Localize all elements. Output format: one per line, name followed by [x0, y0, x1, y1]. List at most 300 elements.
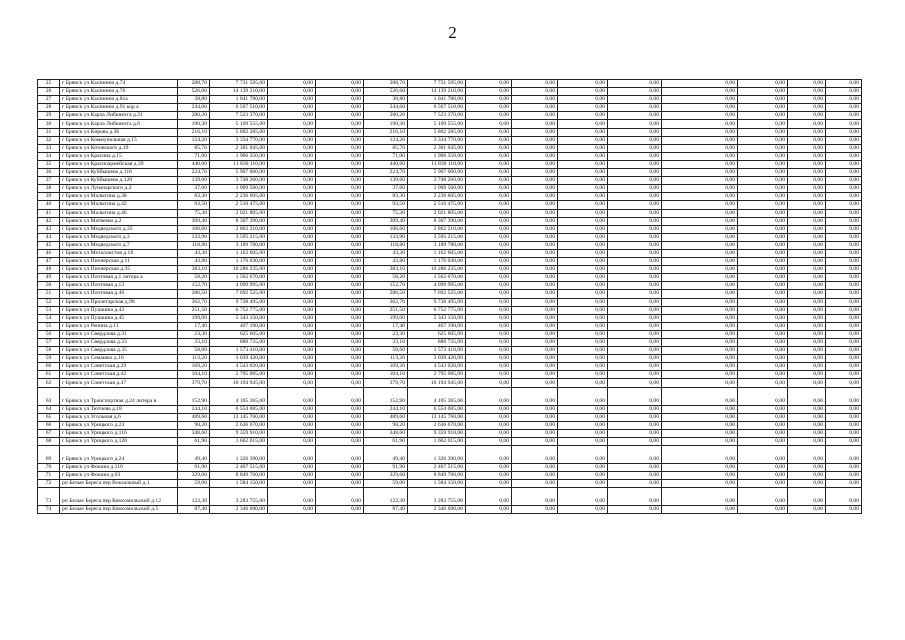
value-cell: 0,00 — [788, 241, 826, 249]
value-cell: 0,00 — [788, 421, 826, 429]
value-cell: 0,00 — [738, 88, 788, 96]
value-cell: 0,00 — [558, 209, 608, 217]
value-cell: 0,00 — [826, 274, 862, 282]
value-cell: 0,00 — [826, 355, 862, 363]
value-cell: 0,00 — [268, 169, 316, 177]
value-cell: 0,00 — [512, 446, 558, 464]
value-cell: 0,00 — [662, 379, 738, 387]
value-cell: 0,00 — [466, 274, 512, 282]
value-cell: 0,00 — [268, 120, 316, 128]
value-cell: 0,00 — [738, 437, 788, 445]
value-cell: 0,00 — [466, 298, 512, 306]
value-cell: 0,00 — [466, 112, 512, 120]
value-cell: 0,00 — [826, 88, 862, 96]
value-cell: 0,00 — [608, 330, 662, 338]
value-cell: 0,00 — [608, 266, 662, 274]
value-cell: 0,00 — [558, 464, 608, 472]
value-cell: 0,00 — [512, 169, 558, 177]
value-cell: 0,00 — [558, 136, 608, 144]
value-cell: 33,10 — [364, 339, 408, 347]
value-cell: 0,00 — [608, 282, 662, 290]
value-cell: 118,80 — [178, 241, 210, 249]
value-cell: 23,30 — [178, 330, 210, 338]
value-cell: 0,00 — [268, 201, 316, 209]
value-cell: 526,60 — [178, 88, 210, 96]
value-cell: 0,00 — [512, 249, 558, 257]
value-cell: 440,60 — [364, 160, 408, 168]
value-cell: 0,00 — [608, 128, 662, 136]
address-cell: г Брянск ул Карла Либкнехта д.6 — [60, 120, 178, 128]
value-cell: 0,00 — [788, 144, 826, 152]
value-cell: 0,00 — [466, 88, 512, 96]
value-cell: 0,00 — [826, 363, 862, 371]
value-cell: 3 595 215,00 — [408, 233, 466, 241]
value-cell: 0,00 — [512, 88, 558, 96]
value-cell: 1 009 560,00 — [408, 185, 466, 193]
value-cell: 0,00 — [788, 282, 826, 290]
value-cell: 0,00 — [826, 437, 862, 445]
row-number-cell: 35 — [38, 160, 60, 168]
value-cell: 348,60 — [364, 429, 408, 437]
value-cell: 0,00 — [466, 429, 512, 437]
value-cell: 0,00 — [662, 421, 738, 429]
table-row — [38, 152, 862, 160]
table-row — [38, 249, 862, 257]
table-row — [38, 298, 862, 306]
value-cell: 0,00 — [826, 314, 862, 322]
address-cell: г Брянск ул Транспортная д.24 литера в — [60, 387, 178, 405]
value-cell: 0,00 — [268, 421, 316, 429]
value-cell: 0,00 — [316, 193, 364, 201]
value-cell: 0,00 — [608, 371, 662, 379]
value-cell: 0,00 — [826, 488, 862, 506]
value-cell: 526,60 — [364, 88, 408, 96]
value-cell: 489,60 — [364, 413, 408, 421]
value-cell: 3 334 770,00 — [408, 136, 466, 144]
value-cell: 169,20 — [178, 363, 210, 371]
value-cell: 0,00 — [662, 387, 738, 405]
value-cell: 0,00 — [558, 437, 608, 445]
value-cell: 2 021 805,00 — [408, 209, 466, 217]
row-number-cell: 69 — [38, 446, 60, 464]
value-cell: 0,00 — [788, 347, 826, 355]
value-cell: 2 346 690,00 — [408, 506, 466, 514]
row-number-cell: 26 — [38, 88, 60, 96]
value-cell: 93,50 — [364, 201, 408, 209]
table-row — [38, 306, 862, 314]
value-cell: 0,00 — [558, 88, 608, 96]
value-cell: 0,00 — [466, 322, 512, 330]
address-cell: г Брянск ул Красноармейская д.39 — [60, 160, 178, 168]
value-cell: 0,00 — [512, 217, 558, 225]
value-cell: 0,00 — [558, 80, 608, 88]
row-number-cell: 70 — [38, 464, 60, 472]
value-cell: 0,00 — [662, 258, 738, 266]
value-cell: 0,00 — [608, 120, 662, 128]
value-cell: 0,00 — [558, 193, 608, 201]
value-cell: 0,00 — [662, 290, 738, 298]
value-cell: 0,00 — [558, 249, 608, 257]
value-cell: 0,00 — [788, 488, 826, 506]
row-number-cell: 54 — [38, 314, 60, 322]
value-cell: 0,00 — [316, 160, 364, 168]
value-cell: 13 145 760,00 — [210, 413, 268, 421]
value-cell: 0,00 — [608, 429, 662, 437]
value-cell: 0,00 — [788, 80, 826, 88]
value-cell: 14 139 210,00 — [408, 88, 466, 96]
value-cell: 0,00 — [466, 136, 512, 144]
value-cell: 58,20 — [364, 274, 408, 282]
value-cell: 152,70 — [178, 282, 210, 290]
value-cell: 0,00 — [608, 355, 662, 363]
value-cell: 2 510 475,00 — [408, 201, 466, 209]
value-cell: 0,00 — [512, 80, 558, 88]
value-cell: 43,30 — [178, 249, 210, 257]
value-cell: 0,00 — [826, 160, 862, 168]
value-cell: 329,60 — [364, 472, 408, 480]
value-cell: 1 041 780,00 — [210, 96, 268, 104]
value-cell: 440,60 — [178, 160, 210, 168]
value-cell: 61,90 — [178, 437, 210, 445]
value-cell: 0,00 — [512, 120, 558, 128]
value-cell: 0,00 — [512, 437, 558, 445]
value-cell: 2 795 085,00 — [408, 371, 466, 379]
value-cell: 0,00 — [738, 225, 788, 233]
value-cell: 0,00 — [738, 152, 788, 160]
value-cell: 489,60 — [178, 413, 210, 421]
value-cell: 0,00 — [512, 136, 558, 144]
value-cell: 0,00 — [608, 169, 662, 177]
value-cell: 0,00 — [466, 120, 512, 128]
value-cell: 0,00 — [558, 185, 608, 193]
value-cell: 8 849 760,00 — [408, 472, 466, 480]
value-cell: 0,00 — [558, 169, 608, 177]
value-cell: 0,00 — [558, 446, 608, 464]
row-number-cell: 30 — [38, 120, 60, 128]
table-row — [38, 339, 862, 347]
value-cell: 0,00 — [466, 233, 512, 241]
row-number-cell: 37 — [38, 177, 60, 185]
value-cell: 0,00 — [466, 363, 512, 371]
value-cell: 0,00 — [788, 322, 826, 330]
value-cell: 0,00 — [558, 274, 608, 282]
value-cell: 0,00 — [316, 80, 364, 88]
value-cell: 1 162 605,00 — [408, 249, 466, 257]
value-cell: 2 636 670,00 — [210, 421, 268, 429]
value-cell: 0,00 — [662, 363, 738, 371]
value-cell: 0,00 — [738, 330, 788, 338]
value-cell: 0,00 — [512, 193, 558, 201]
value-cell: 0,00 — [268, 144, 316, 152]
value-cell: 0,00 — [788, 339, 826, 347]
value-cell: 37,60 — [364, 185, 408, 193]
table-row — [38, 201, 862, 209]
value-cell: 14 139 210,00 — [210, 88, 268, 96]
value-cell: 0,00 — [608, 488, 662, 506]
value-cell: 0,00 — [738, 233, 788, 241]
value-cell: 0,00 — [788, 201, 826, 209]
value-cell: 888 735,00 — [210, 339, 268, 347]
value-cell: 0,00 — [512, 104, 558, 112]
value-cell: 0,00 — [466, 421, 512, 429]
value-cell: 0,00 — [316, 136, 364, 144]
value-cell: 0,00 — [662, 306, 738, 314]
row-number-cell: 60 — [38, 363, 60, 371]
value-cell: 0,00 — [826, 405, 862, 413]
table-row — [38, 144, 862, 152]
value-cell: 9 738 495,00 — [210, 298, 268, 306]
table-row — [38, 169, 862, 177]
value-cell: 0,00 — [738, 339, 788, 347]
value-cell: 348,60 — [178, 429, 210, 437]
value-cell: 0,00 — [316, 241, 364, 249]
value-cell: 124,20 — [178, 136, 210, 144]
value-cell: 0,00 — [512, 258, 558, 266]
row-number-cell: 67 — [38, 429, 60, 437]
value-cell: 6 752 775,00 — [210, 306, 268, 314]
value-cell: 0,00 — [316, 249, 364, 257]
value-cell: 1 573 410,00 — [210, 347, 268, 355]
value-cell: 0,00 — [316, 347, 364, 355]
address-cell: г Брянск ул Котовского д.19 — [60, 144, 178, 152]
address-cell: г Брянск ул Фокина д.110 — [60, 464, 178, 472]
value-cell: 0,00 — [662, 120, 738, 128]
value-cell: 0,00 — [788, 480, 826, 488]
table-row — [38, 233, 862, 241]
value-cell: 379,70 — [178, 379, 210, 387]
value-cell: 75,30 — [364, 209, 408, 217]
value-cell: 7 523 370,00 — [408, 112, 466, 120]
value-cell: 0,00 — [788, 274, 826, 282]
value-cell: 17,40 — [178, 322, 210, 330]
row-number-cell: 66 — [38, 421, 60, 429]
value-cell: 43,80 — [178, 258, 210, 266]
value-cell: 0,00 — [558, 258, 608, 266]
value-cell: 0,00 — [316, 387, 364, 405]
table-row — [38, 446, 862, 464]
value-cell: 0,00 — [826, 379, 862, 387]
value-cell: 0,00 — [788, 298, 826, 306]
address-cell: г Брянск ул Куйбышева д.116 — [60, 169, 178, 177]
value-cell: 1 562 670,00 — [210, 274, 268, 282]
value-cell: 0,00 — [512, 233, 558, 241]
value-cell: 7 731 595,00 — [210, 80, 268, 88]
value-cell: 0,00 — [738, 209, 788, 217]
value-cell: 280,20 — [178, 112, 210, 120]
value-cell: 280,20 — [364, 112, 408, 120]
value-cell: 625 605,00 — [408, 330, 466, 338]
value-cell: 0,00 — [316, 446, 364, 464]
address-cell: г Брянск ул Калинина д.91 кор а — [60, 104, 178, 112]
value-cell: 0,00 — [512, 306, 558, 314]
value-cell: 0,00 — [558, 421, 608, 429]
value-cell: 0,00 — [316, 314, 364, 322]
value-cell: 0,00 — [608, 472, 662, 480]
value-cell: 43,80 — [364, 258, 408, 266]
value-cell: 0,00 — [466, 480, 512, 488]
value-cell: 0,00 — [662, 193, 738, 201]
value-cell: 0,00 — [466, 464, 512, 472]
value-cell: 5 907 000,00 — [408, 169, 466, 177]
value-cell: 0,00 — [558, 266, 608, 274]
value-cell: 0,00 — [466, 347, 512, 355]
value-cell: 0,00 — [662, 185, 738, 193]
value-cell: 0,00 — [316, 339, 364, 347]
value-cell: 5 802 285,00 — [210, 128, 268, 136]
table-row — [38, 330, 862, 338]
table-row — [38, 96, 862, 104]
value-cell: 83,30 — [178, 193, 210, 201]
table-row — [38, 120, 862, 128]
value-cell: 1 041 780,00 — [408, 96, 466, 104]
address-cell: г Брянск ул Семашко д.16 — [60, 355, 178, 363]
value-cell: 3 189 780,00 — [210, 241, 268, 249]
value-cell: 0,00 — [788, 160, 826, 168]
value-cell: 0,00 — [512, 314, 558, 322]
value-cell: 0,00 — [608, 405, 662, 413]
value-cell: 0,00 — [826, 298, 862, 306]
value-cell: 5 109 555,00 — [210, 120, 268, 128]
value-cell: 0,00 — [512, 387, 558, 405]
table-row — [38, 209, 862, 217]
value-cell: 3 334 770,00 — [210, 136, 268, 144]
value-cell: 0,00 — [826, 169, 862, 177]
value-cell: 0,00 — [608, 201, 662, 209]
value-cell: 0,00 — [316, 266, 364, 274]
value-cell: 0,00 — [268, 472, 316, 480]
value-cell: 244,10 — [364, 405, 408, 413]
value-cell: 0,00 — [268, 480, 316, 488]
row-number-cell: 47 — [38, 258, 60, 266]
value-cell: 0,00 — [558, 96, 608, 104]
value-cell: 6 567 510,00 — [210, 104, 268, 112]
value-cell: 0,00 — [826, 347, 862, 355]
value-cell: 0,00 — [826, 421, 862, 429]
value-cell: 0,00 — [268, 355, 316, 363]
row-number-cell: 53 — [38, 306, 60, 314]
value-cell: 75,30 — [178, 209, 210, 217]
value-cell: 124,20 — [364, 136, 408, 144]
value-cell: 0,00 — [738, 413, 788, 421]
value-cell: 0,00 — [316, 298, 364, 306]
value-cell: 0,00 — [268, 437, 316, 445]
table-row — [38, 193, 862, 201]
value-cell: 0,00 — [788, 136, 826, 144]
value-cell: 0,00 — [558, 480, 608, 488]
value-cell: 0,00 — [512, 355, 558, 363]
table-row — [38, 421, 862, 429]
value-cell: 85,70 — [178, 144, 210, 152]
address-cell: г Брянск ул Медведского д.7 — [60, 241, 178, 249]
table-row — [38, 274, 862, 282]
value-cell: 625 605,00 — [210, 330, 268, 338]
value-cell: 61,90 — [364, 437, 408, 445]
value-cell: 0,00 — [738, 249, 788, 257]
address-cell: г Брянск ул Угольная д.6 — [60, 413, 178, 421]
value-cell: 0,00 — [316, 322, 364, 330]
value-cell: 309,40 — [364, 217, 408, 225]
value-cell: 0,00 — [316, 429, 364, 437]
table-row — [38, 371, 862, 379]
value-cell: 0,00 — [788, 233, 826, 241]
value-cell: 4 099 995,00 — [408, 282, 466, 290]
value-cell: 0,00 — [662, 464, 738, 472]
value-cell: 0,00 — [316, 201, 364, 209]
value-cell: 0,00 — [826, 290, 862, 298]
value-cell: 199,00 — [178, 314, 210, 322]
value-cell: 0,00 — [788, 104, 826, 112]
value-cell: 0,00 — [466, 193, 512, 201]
value-cell: 0,00 — [466, 249, 512, 257]
value-cell: 0,00 — [466, 209, 512, 217]
value-cell: 0,00 — [512, 241, 558, 249]
table-row — [38, 241, 862, 249]
value-cell: 2 510 475,00 — [210, 201, 268, 209]
value-cell: 0,00 — [512, 480, 558, 488]
address-cell: г Брянск ул Репина д.11 — [60, 322, 178, 330]
row-number-cell: 68 — [38, 437, 60, 445]
value-cell: 0,00 — [826, 387, 862, 405]
value-cell: 0,00 — [268, 363, 316, 371]
value-cell: 0,00 — [268, 185, 316, 193]
value-cell: 0,00 — [316, 225, 364, 233]
value-cell: 6 554 085,00 — [210, 405, 268, 413]
value-cell: 0,00 — [512, 379, 558, 387]
table-row — [38, 185, 862, 193]
table-row — [38, 506, 862, 514]
value-cell: 0,00 — [316, 472, 364, 480]
value-cell: 0,00 — [268, 225, 316, 233]
value-cell: 0,00 — [512, 144, 558, 152]
value-cell: 0,00 — [826, 112, 862, 120]
value-cell: 0,00 — [788, 405, 826, 413]
value-cell: 0,00 — [268, 193, 316, 201]
row-number-cell: 25 — [38, 80, 60, 88]
value-cell: 8 307 390,00 — [408, 217, 466, 225]
value-cell: 0,00 — [662, 413, 738, 421]
table-row — [38, 387, 862, 405]
value-cell: 0,00 — [558, 144, 608, 152]
value-cell: 0,00 — [608, 464, 662, 472]
value-cell: 0,00 — [316, 258, 364, 266]
value-cell: 0,00 — [558, 387, 608, 405]
value-cell: 3 595 215,00 — [210, 233, 268, 241]
value-cell: 0,00 — [826, 96, 862, 104]
value-cell: 0,00 — [268, 233, 316, 241]
value-cell: 0,00 — [662, 88, 738, 96]
value-cell: 0,00 — [608, 225, 662, 233]
value-cell: 0,00 — [316, 233, 364, 241]
value-cell: 0,00 — [558, 201, 608, 209]
table-row — [38, 363, 862, 371]
value-cell: 190,30 — [364, 120, 408, 128]
value-cell: 0,00 — [738, 177, 788, 185]
value-cell: 0,00 — [826, 233, 862, 241]
value-cell: 0,00 — [512, 225, 558, 233]
value-cell: 1 906 350,00 — [210, 152, 268, 160]
value-cell: 2 862 210,00 — [408, 225, 466, 233]
table-row — [38, 80, 862, 88]
value-cell: 11 830 110,00 — [210, 160, 268, 168]
value-cell: 0,00 — [738, 120, 788, 128]
value-cell: 0,00 — [512, 347, 558, 355]
value-cell: 58,20 — [178, 274, 210, 282]
row-number-cell: 46 — [38, 249, 60, 257]
value-cell: 0,00 — [738, 193, 788, 201]
value-cell: 0,00 — [788, 429, 826, 437]
value-cell: 33,10 — [178, 339, 210, 347]
value-cell: 0,00 — [662, 355, 738, 363]
